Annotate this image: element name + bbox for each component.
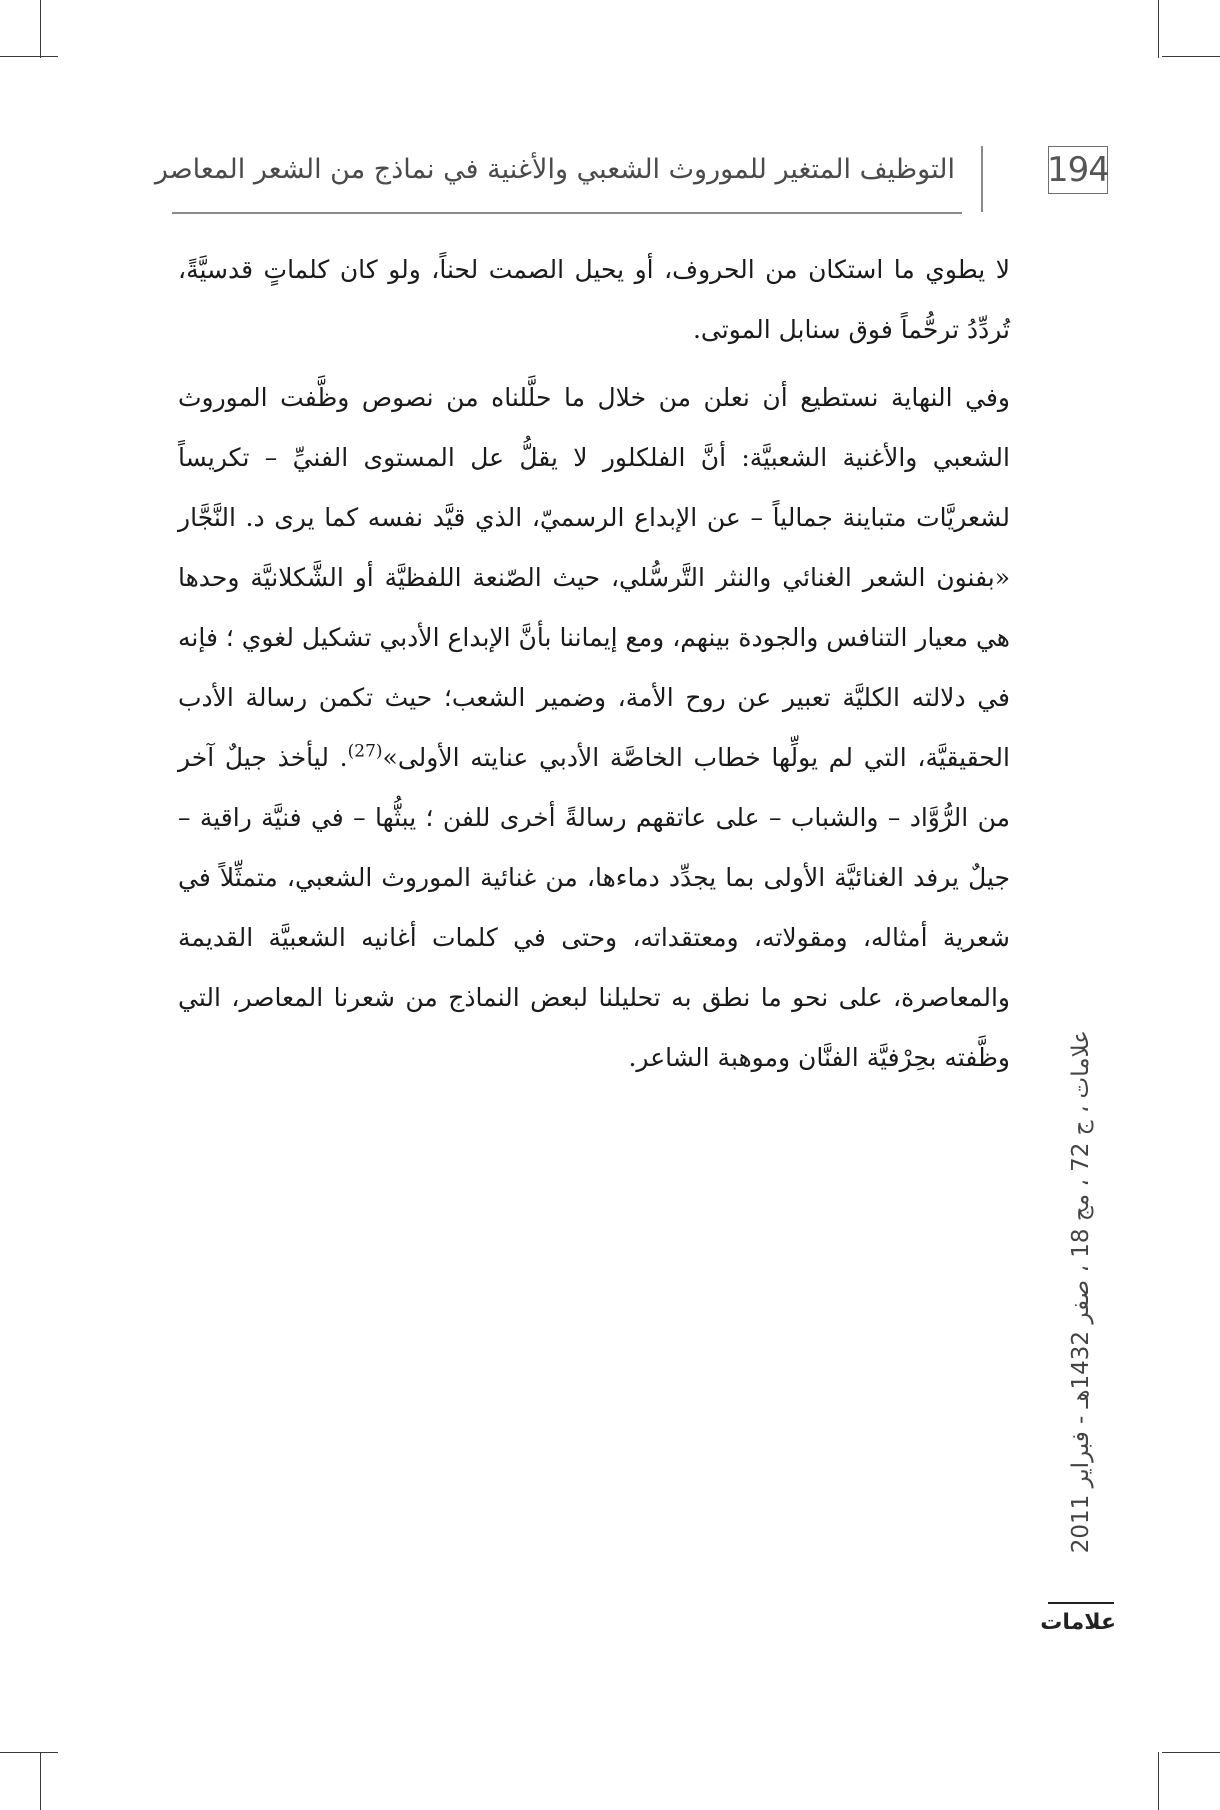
- paragraph: لا يطوي ما استكان من الحروف، أو يحيل الصمت لحناً، ولو كان كلماتٍ قدسيَّةً، تُردِّدُ ترحُّماً فوق سنابل الموتى.: [178, 255, 1010, 344]
- crop-mark: [0, 56, 58, 57]
- journal-issue-note: علامات ، ج 72 ، مج 18 ، صفر 1432هـ - فبراير 2011: [1068, 1030, 1094, 1554]
- journal-logo: علامات: [1040, 1610, 1116, 1635]
- paragraph-segment: وفي النهاية نستطيع أن نعلن من خلال ما حلَّلناه من نصوص وظَّفت الموروث الشعبي والأغنية الشعبيَّة: أنَّ الفلكلور لا يقلُّ عل المستوى الفنيِّ – تكريساً لشعريَّات متباينة جمالياً – عن الإبداع الرسميّ، الذي قيَّد نفسه كما يرى د. النَّجَّار «بفنون الشعر الغنائي والنثر التَّرسُّلي، حيث الصّنعة اللفظيَّة أو الشَّكلانيَّة وحدها هي معيار التنافس والجودة بينهم، ومع إيماننا بأنَّ الإبداع الأدبي تشكيل لغوي ؛ فإنه في دلالته الكليَّة تعبير عن روح الأمة، وضمير الشعب؛ حيث تكمن رسالة الأدب الحقيقيَّة، التي لم يولِّها خطاب الخاصَّة الأدبي عنايته الأولى»: [178, 383, 1011, 772]
- paragraph-segment: . ليأخذ جيلٌ آخر من الرُّوَّاد – والشباب – على عاتقهم رسالةً أخرى للفن ؛ يبثُّها – في فنيَّة راقية – جيلٌ يرفد الغنائيَّة الأولى بما يجدِّد دماءها، من غنائية الموروث الشعبي، متمثِّلاً في شعرية أمثاله، ومقولاته، ومعتقداته، وحتى في كلمات أغانيه الشعبيَّة القديمة والمعاصرة، على نحو ما نطق به تحليلنا لبعض النماذج من شعرنا المعاصر، التي وظَّفته بحِرْفيَّة الفنَّان وموهبة الشاعر.: [178, 743, 1010, 1072]
- running-title: التوظيف المتغير للموروث الشعبي والأغنية في نماذج من الشعر المعاصر: [154, 154, 955, 185]
- page-number: 194: [1048, 146, 1108, 194]
- crop-mark: [40, 0, 41, 58]
- crop-mark: [1162, 56, 1220, 57]
- paragraph: [178, 368, 1010, 1088]
- crop-mark: [1158, 1752, 1159, 1810]
- crop-mark: [1162, 1752, 1220, 1753]
- header-separator: [981, 146, 983, 212]
- header-rule: [172, 212, 962, 214]
- body-text: [178, 240, 1010, 1088]
- crop-mark: [40, 1752, 41, 1810]
- crop-mark: [1158, 0, 1159, 58]
- footnote-reference[interactable]: (27): [347, 741, 383, 762]
- crop-mark: [0, 1752, 58, 1753]
